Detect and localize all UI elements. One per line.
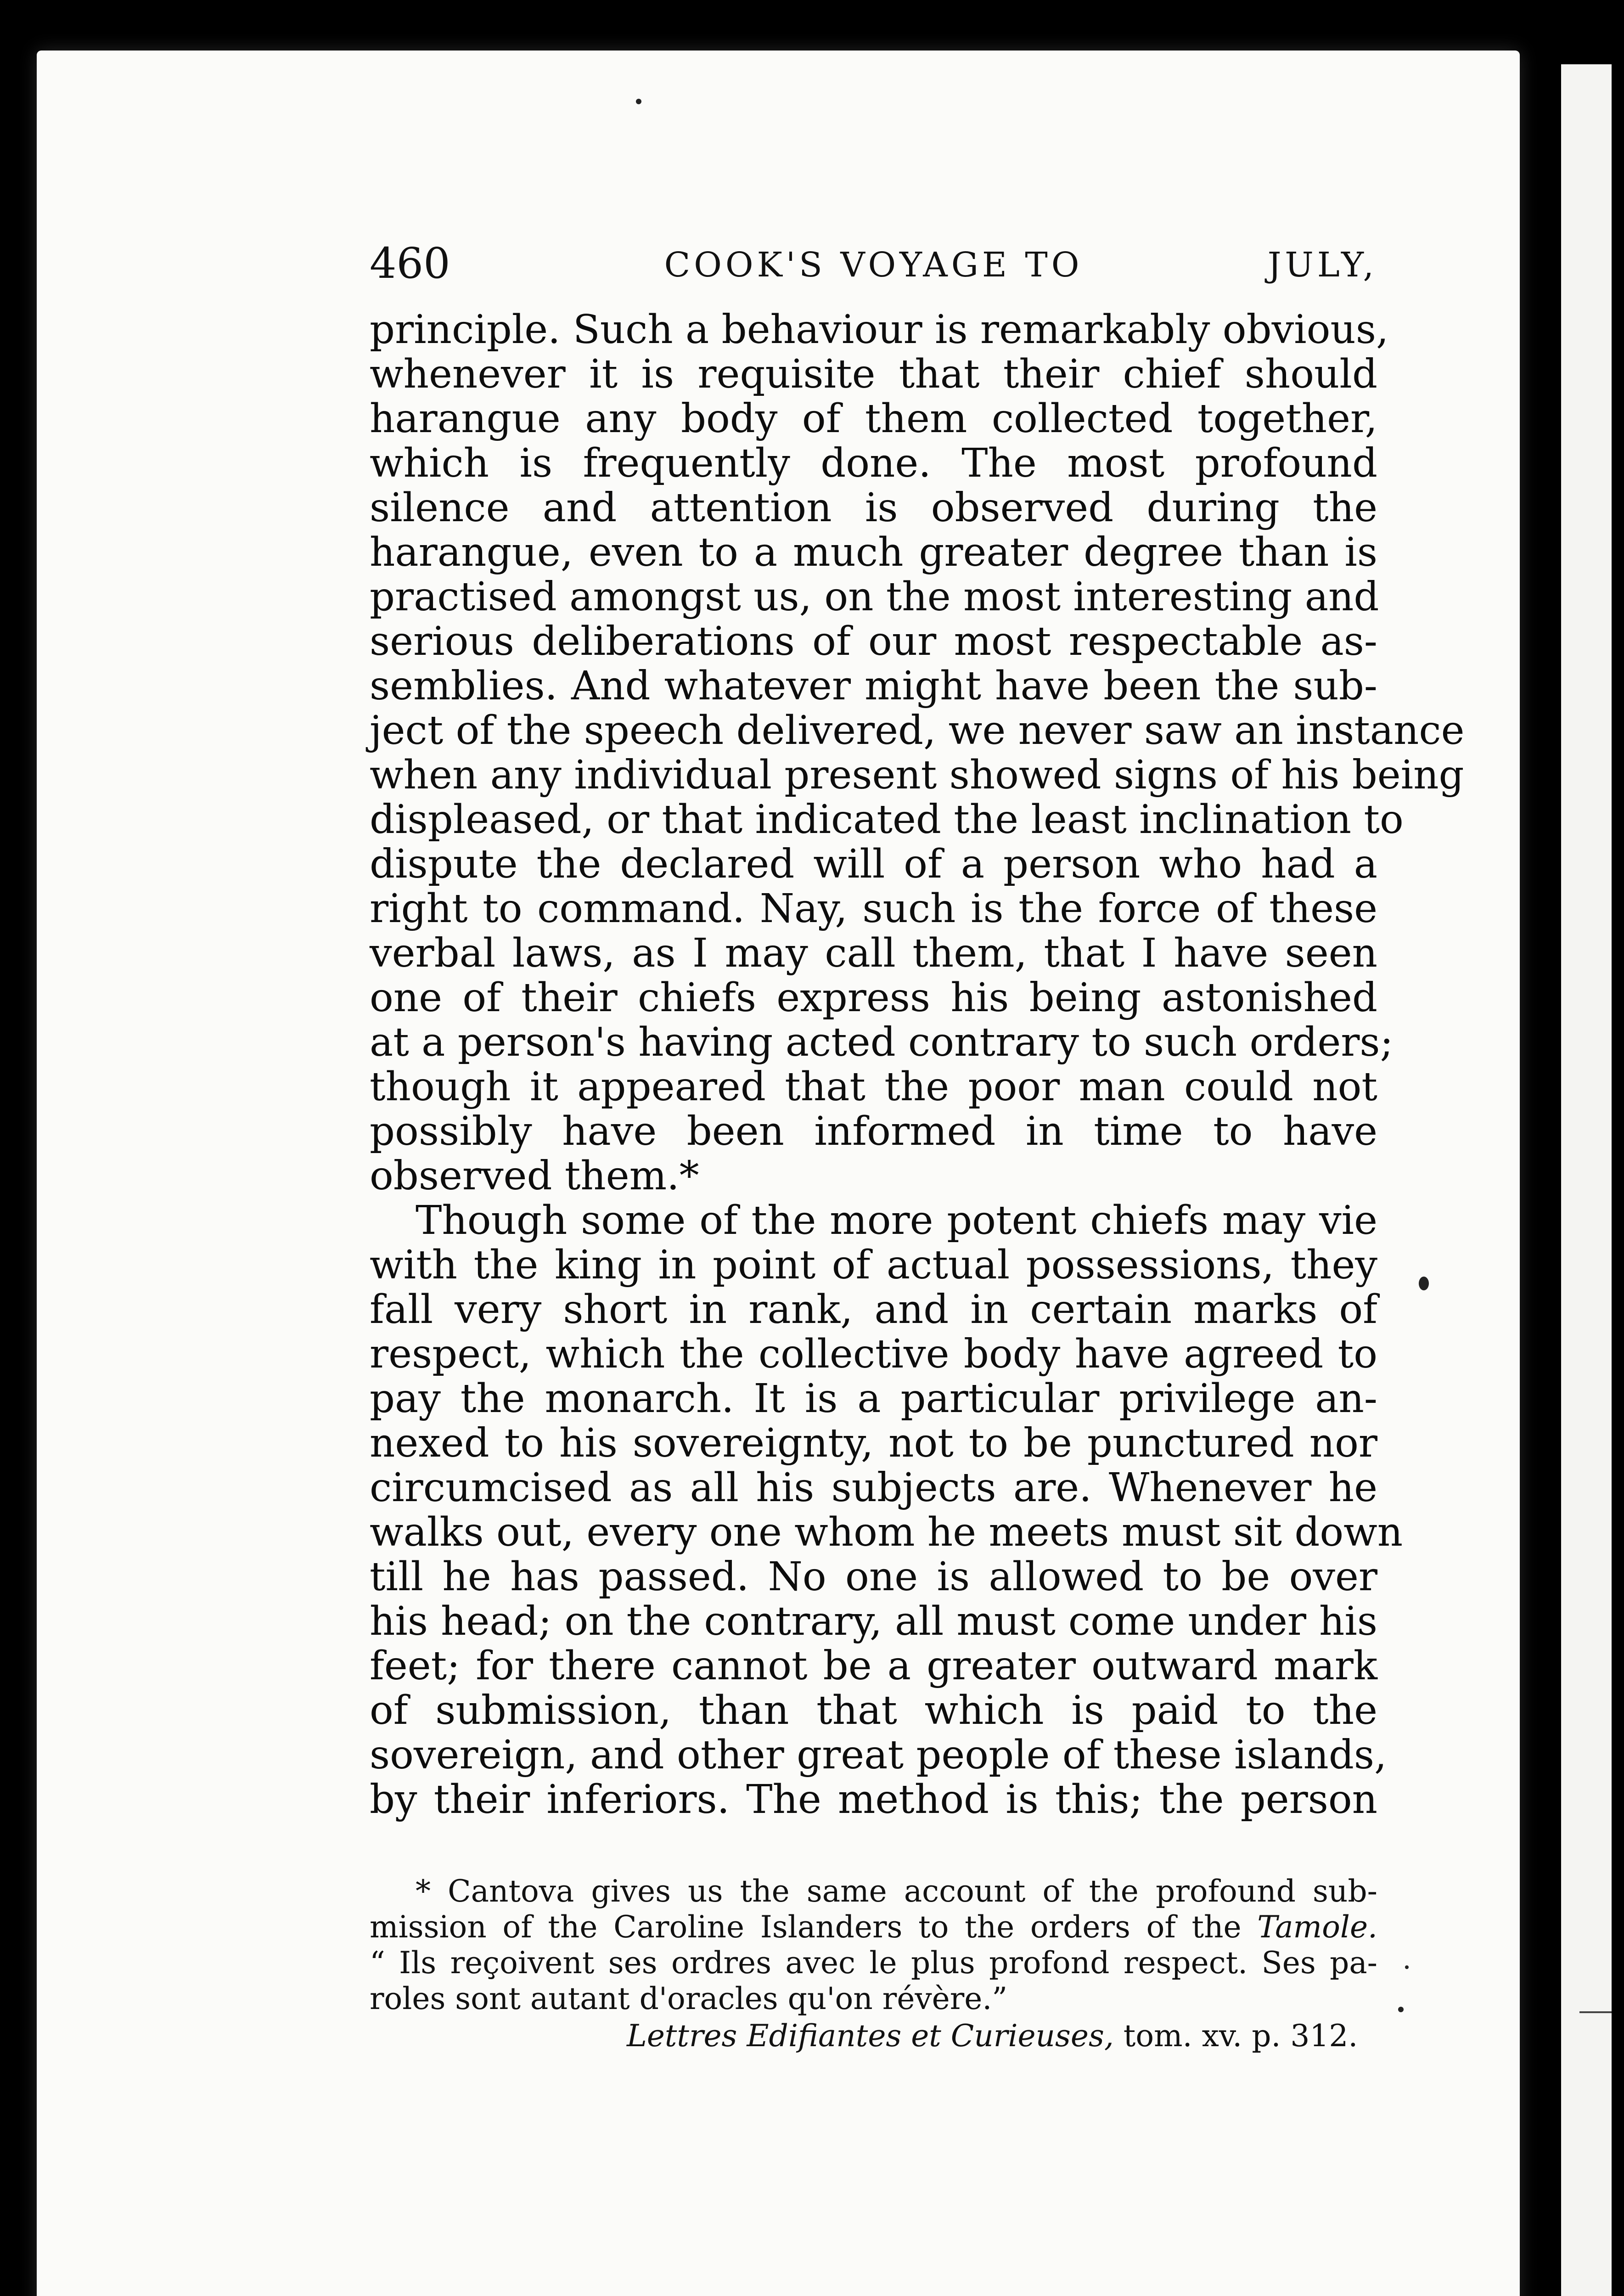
footnote-line: * Cantova gives us the same account of the profound sub-: [416, 1874, 1377, 1909]
text-line: semblies. And whatever might have been the sub-: [370, 663, 1377, 709]
main-text: [370, 307, 1465, 1823]
text-line: at a person's having acted contrary to such orders;: [370, 1019, 1394, 1065]
next-page-edge: [1561, 64, 1612, 2296]
text-line: nexed to his sovereignty, not to be punctured nor: [370, 1420, 1377, 1466]
running-title: COOK'S VOYAGE TO: [664, 245, 1083, 285]
text-line: principle. Such a behaviour is remarkably obvious,: [370, 307, 1389, 353]
text-line: one of their chiefs express his being astonished: [370, 975, 1377, 1021]
footnote: [370, 1874, 1377, 2055]
text-line: displeased, or that indicated the least inclination to: [370, 797, 1404, 843]
text-line: feet; for there cannot be a greater outward mark: [370, 1643, 1377, 1689]
footnote-line-text: mission of the Caroline Islanders to the orders of the: [370, 1909, 1258, 1945]
text-line: silence and attention is observed during the: [370, 485, 1377, 531]
text-line: sovereign, and other great people of these islands,: [370, 1732, 1387, 1778]
footnote-italic-term: Tamole.: [1257, 1909, 1377, 1945]
page-number: 460: [370, 239, 450, 288]
footnote-line: [370, 1909, 1377, 1945]
footnote-citation: [370, 2017, 1377, 2055]
text-line: practised amongst us, on the most interesting and: [370, 574, 1379, 620]
page-header: [370, 239, 1377, 289]
text-line: when any individual present showed signs of his being: [370, 752, 1464, 798]
text-line: Though some of the more potent chiefs may vie: [416, 1198, 1377, 1244]
citation-title: Lettres Edifiantes et Curieuses,: [627, 2018, 1114, 2054]
dust-speck: [636, 99, 641, 104]
text-line: ject of the speech delivered, we never saw an instance: [370, 708, 1465, 754]
header-month: JULY,: [1267, 245, 1377, 285]
text-line: of submission, than that which is paid to the: [370, 1688, 1377, 1733]
text-line: respect, which the collective body have agreed to: [370, 1331, 1377, 1377]
dust-speck: [1398, 2007, 1404, 2012]
text-line: pay the monarch. It is a particular privilege an-: [370, 1376, 1377, 1422]
text-line: his head; on the contrary, all must come under his: [370, 1598, 1377, 1644]
citation-reference: tom. xv. p. 312.: [1113, 2018, 1358, 2054]
text-line: possibly have been informed in time to have: [370, 1109, 1377, 1154]
text-line: whenever it is requisite that their chief should: [370, 351, 1377, 397]
text-line: harangue, even to a much greater degree than is: [370, 529, 1377, 575]
text-line: right to command. Nay, such is the force of these: [370, 886, 1377, 932]
dust-speck: [1405, 1965, 1409, 1969]
next-page-edge-lines: [1579, 2011, 1612, 2296]
text-line: which is frequently done. The most profound: [370, 440, 1377, 486]
text-line: verbal laws, as I may call them, that I have seen: [370, 930, 1377, 976]
text-line: observed them.*: [370, 1153, 699, 1199]
text-line: serious deliberations of our most respectable as-: [370, 619, 1377, 664]
text-line: circumcised as all his subjects are. Whenever he: [370, 1465, 1377, 1511]
text-line: by their inferiors. The method is this; the person: [370, 1777, 1377, 1823]
footnote-line: roles sont autant d'oracles qu'on révère.”: [370, 1981, 1008, 2016]
text-line: dispute the declared will of a person who had a: [370, 841, 1377, 887]
text-line: fall very short in rank, and in certain marks of: [370, 1287, 1377, 1333]
text-line: walks out, every one whom he meets must sit down: [370, 1509, 1403, 1555]
footnote-line: “ Ils reçoivent ses ordres avec le plus profond respect. Ses pa-: [370, 1945, 1377, 1981]
text-line: with the king in point of actual possessions, they: [370, 1242, 1377, 1288]
text-line: till he has passed. No one is allowed to be over: [370, 1554, 1377, 1600]
dust-speck: [1419, 1277, 1429, 1290]
text-line: though it appeared that the poor man could not: [370, 1064, 1377, 1110]
text-line: harangue any body of them collected together,: [370, 396, 1377, 442]
